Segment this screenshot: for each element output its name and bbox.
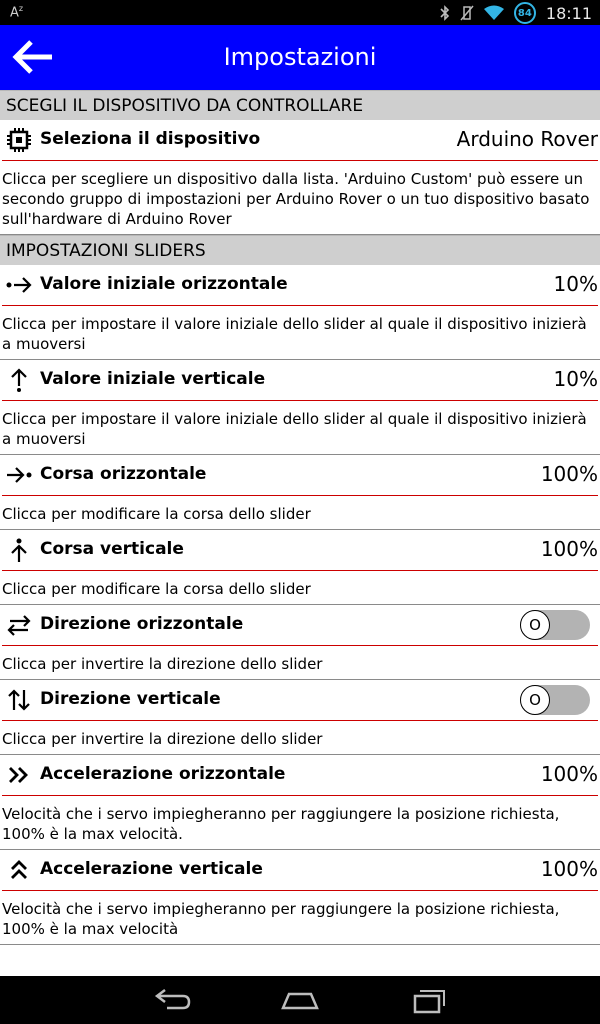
setting-value: 100% (540, 462, 598, 486)
setting-label: Direzione verticale (40, 689, 221, 709)
app-bar (0, 25, 600, 90)
recents-icon[interactable] (403, 984, 453, 1016)
setting-description: Clicca per modificare la corsa dello slider (2, 505, 311, 523)
double-chevron-right-icon (6, 763, 32, 787)
chip-icon (6, 128, 32, 152)
direction-toggle[interactable] (520, 685, 590, 715)
setting-label: Valore iniziale orizzontale (40, 274, 288, 294)
toggle-knob: O (520, 685, 550, 715)
setting-label: Corsa verticale (40, 539, 184, 559)
setting-acceleration-horizontal[interactable] (0, 755, 600, 850)
section-header-sliders: IMPOSTAZIONI SLIDERS (0, 235, 600, 265)
setting-description: Clicca per impostare il valore iniziale dello slider al quale il dispositivo inizierà a muoversi (2, 315, 587, 353)
keyboard-icon: $A^z$ (10, 4, 24, 21)
dot-arrow-up-icon (6, 368, 32, 392)
setting-label: Corsa orizzontale (40, 464, 207, 484)
battery-icon: 84 (514, 2, 536, 24)
setting-value: 100% (540, 762, 598, 786)
wifi-icon (484, 5, 504, 21)
navigation-bar (0, 976, 600, 1024)
arrow-right-dot-icon (6, 463, 32, 487)
setting-description: Velocità che i servo impiegheranno per raggiungere la posizione richiesta, 100% è la max velocità. (2, 805, 560, 843)
setting-description: Clicca per impostare il valore iniziale dello slider al quale il dispositivo inizierà a muoversi (2, 410, 587, 448)
setting-label: Accelerazione orizzontale (40, 764, 286, 784)
double-chevron-up-icon (6, 858, 32, 882)
setting-label: Accelerazione verticale (40, 859, 263, 879)
setting-device[interactable] (0, 120, 600, 235)
setting-value: 100% (540, 537, 598, 561)
setting-description: Clicca per invertire la direzione dello slider (2, 655, 323, 673)
bluetooth-icon (440, 5, 450, 21)
status-bar (0, 0, 600, 25)
settings-list[interactable] (0, 90, 600, 972)
setting-description: Clicca per scegliere un dispositivo dalla lista. 'Arduino Custom' può essere un secondo gruppo di impostazioni per Arduino Rover o un tuo dispositivo basato sull'hardware di Arduino Rover (2, 170, 590, 228)
back-icon[interactable] (147, 984, 197, 1016)
dot-arrow-right-icon (6, 273, 32, 297)
toggle-knob: O (520, 610, 550, 640)
setting-direction-horizontal[interactable] (0, 605, 600, 680)
setting-value: 10% (553, 272, 598, 296)
page-title: Impostazioni (223, 43, 377, 71)
setting-initial-horizontal[interactable] (0, 265, 600, 360)
setting-acceleration-vertical[interactable] (0, 850, 600, 945)
setting-description: Clicca per modificare la corsa dello slider (2, 580, 311, 598)
setting-value: Arduino Rover (456, 127, 598, 151)
arrow-up-dot-icon (6, 538, 32, 562)
setting-description: Clicca per invertire la direzione dello slider (2, 730, 323, 748)
swap-vertical-icon (6, 688, 32, 712)
setting-travel-horizontal[interactable] (0, 455, 600, 530)
setting-label: Seleziona il dispositivo (40, 129, 261, 149)
home-icon[interactable] (275, 984, 325, 1016)
section-header-device: SCEGLI IL DISPOSITIVO DA CONTROLLARE (0, 90, 600, 120)
setting-description: Velocità che i servo impiegheranno per raggiungere la posizione richiesta, 100% è la max velocità (2, 900, 560, 938)
clock: 18:11 (545, 3, 592, 23)
setting-label: Direzione orizzontale (40, 614, 244, 634)
setting-initial-vertical[interactable] (0, 360, 600, 455)
setting-value: 100% (540, 857, 598, 881)
setting-travel-vertical[interactable] (0, 530, 600, 605)
setting-label: Valore iniziale verticale (40, 369, 266, 389)
vibrate-icon (460, 5, 474, 21)
swap-horizontal-icon (6, 613, 32, 637)
setting-value: 10% (553, 367, 598, 391)
setting-direction-vertical[interactable] (0, 680, 600, 755)
direction-toggle[interactable] (520, 610, 590, 640)
